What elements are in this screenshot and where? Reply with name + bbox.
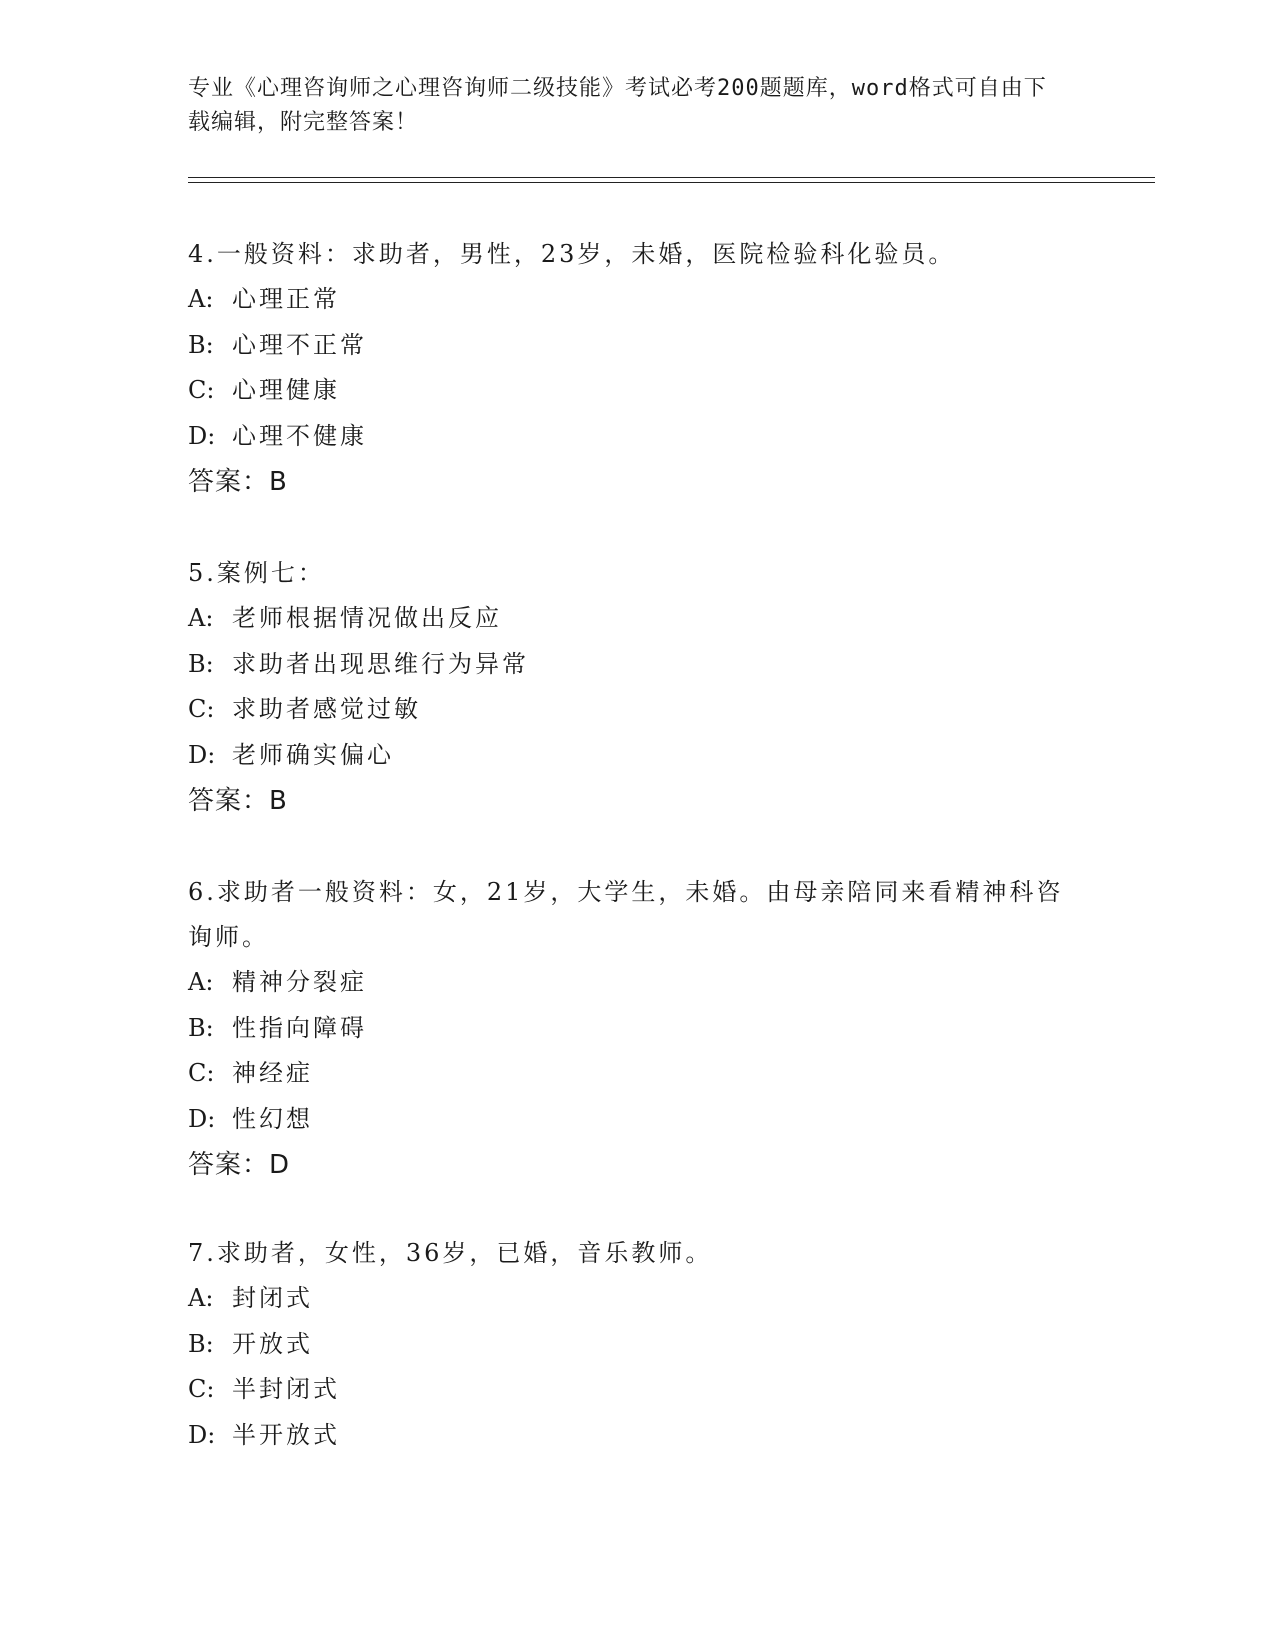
option-c [188, 1051, 1088, 1097]
answer-line: 答案：B [188, 467, 288, 497]
option-key: B: [188, 649, 214, 678]
option-c [188, 1367, 1088, 1413]
option-b [188, 323, 1088, 369]
option-b [188, 1322, 1088, 1368]
option-a [188, 596, 1088, 642]
option-text: 半开放式 [232, 1420, 340, 1449]
option-d [188, 414, 1088, 460]
option-a [188, 960, 1088, 1006]
option-key: C: [188, 376, 215, 404]
option-key: D: [188, 1104, 216, 1133]
question-stem: 4.一般资料：求助者，男性，23岁，未婚，医院检验科化验员。 [188, 240, 956, 268]
answer-line: 答案：D [188, 1150, 291, 1180]
option-key: A: [188, 1284, 214, 1312]
option-key: D: [188, 421, 216, 450]
option-key: B: [188, 330, 214, 359]
option-text: 老师根据情况做出反应 [232, 604, 502, 632]
option-d [188, 1413, 1088, 1459]
document-intro: 专业《心理咨询师之心理咨询师二级技能》考试必考200题题库，word格式可自由下载编辑，附完整答案！ [188, 76, 1047, 135]
question-7 [188, 1231, 1088, 1458]
option-text: 性指向障碍 [232, 1013, 367, 1042]
option-d [188, 733, 1088, 779]
option-key: B: [188, 1013, 214, 1042]
option-text: 神经症 [232, 1059, 313, 1087]
question-4 [188, 232, 1088, 505]
option-key: D: [188, 740, 216, 769]
option-text: 心理正常 [232, 285, 340, 313]
option-text: 心理不正常 [232, 330, 367, 359]
option-key: D: [188, 1420, 216, 1449]
question-stem: 6.求助者一般资料：女，21岁，大学生，未婚。由母亲陪同来看精神科咨询师。 [188, 878, 1064, 951]
option-a [188, 1276, 1088, 1322]
option-text: 性幻想 [232, 1104, 313, 1133]
header-divider-bottom [188, 182, 1155, 183]
option-text: 心理健康 [232, 376, 340, 404]
option-key: C: [188, 1375, 215, 1403]
option-key: A: [188, 968, 214, 996]
option-b [188, 1006, 1088, 1052]
option-text: 半封闭式 [232, 1375, 340, 1403]
option-c [188, 687, 1088, 733]
answer-line: 答案：B [188, 786, 288, 816]
option-text: 精神分裂症 [232, 968, 367, 996]
option-b [188, 642, 1088, 688]
option-d [188, 1097, 1088, 1143]
option-c [188, 368, 1088, 414]
option-text: 封闭式 [232, 1284, 313, 1312]
question-stem: 5.案例七： [188, 559, 325, 587]
option-key: A: [188, 604, 214, 632]
option-key: B: [188, 1329, 214, 1358]
option-key: A: [188, 285, 214, 313]
question-6 [188, 870, 1088, 1188]
option-text: 求助者出现思维行为异常 [232, 649, 529, 678]
option-key: C: [188, 695, 215, 723]
question-stem: 7.求助者，女性，36岁，已婚，音乐教师。 [188, 1239, 713, 1267]
option-key: C: [188, 1059, 215, 1087]
option-text: 开放式 [232, 1329, 313, 1358]
option-text: 求助者感觉过敏 [232, 695, 421, 723]
option-text: 老师确实偏心 [232, 740, 394, 769]
option-a [188, 277, 1088, 323]
question-5 [188, 551, 1088, 824]
header-divider-top [188, 177, 1155, 178]
option-text: 心理不健康 [232, 421, 367, 450]
